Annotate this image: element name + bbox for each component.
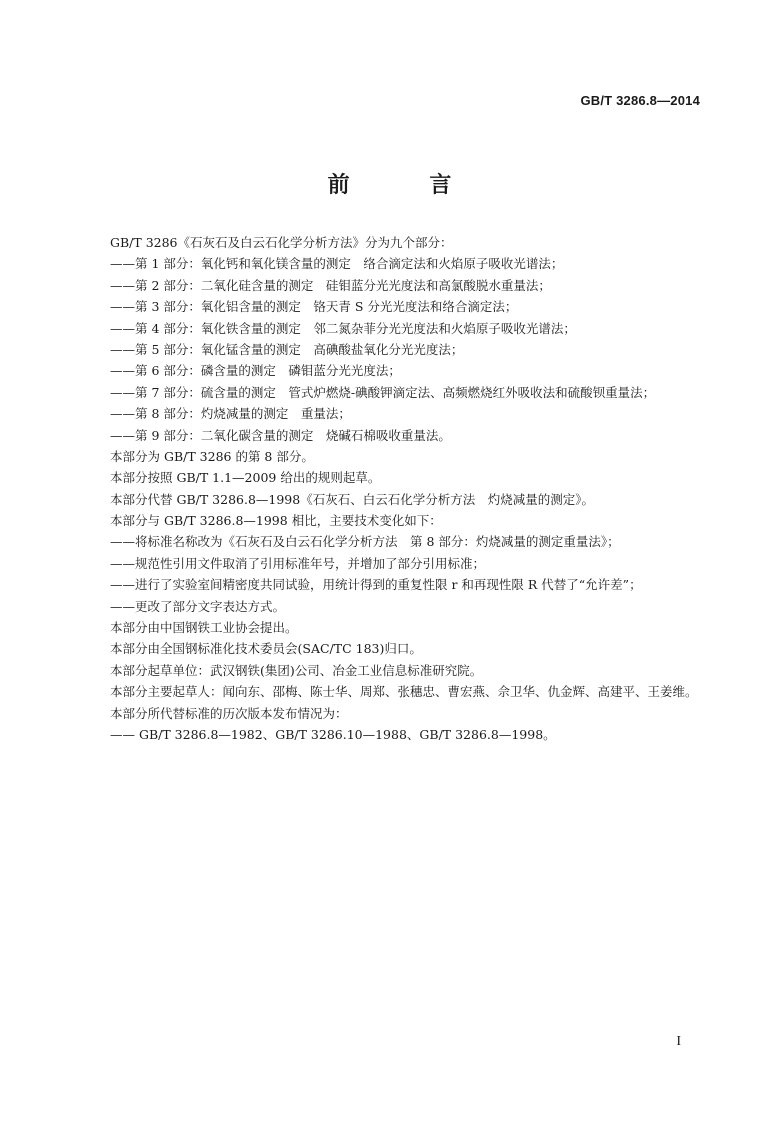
text-line: ——第 7 部分：硫含量的测定 管式炉燃烧-碘酸钾滴定法、高频燃烧红外吸收法和硫酸钡重量法； <box>110 384 656 400</box>
text-line: ——第 5 部分：氧化锰含量的测定 高碘酸盐氧化分光光度法； <box>110 341 464 357</box>
text-line: ——规范性引用文件取消了引用标准年号，并增加了部分引用标准； <box>110 555 486 571</box>
foreword-body <box>110 232 700 745</box>
text-line: ——第 4 部分：氧化铁含量的测定 邻二氮杂菲分光光度法和火焰原子吸收光谱法； <box>110 320 576 336</box>
text-line: GB/T 3286《石灰石及白云石化学分析方法》分为九个部分： <box>110 235 453 250</box>
text-line: ——进行了实验室间精密度共同试验，用统计得到的重复性限 r 和再现性限 R 代替了“允许差”； <box>110 577 642 593</box>
text-line: —— GB/T 3286.8—1982、GB/T 3286.10—1988、GB/T 3286.8—1998。 <box>110 726 556 742</box>
text-line: ——第 1 部分：氧化钙和氧化镁含量的测定 络合滴定法和火焰原子吸收光谱法； <box>110 256 564 272</box>
text-line: 本部分代替 GB/T 3286.8—1998《石灰石、白云石化学分析方法 灼烧减量的测定》。 <box>110 491 594 507</box>
text-line: 本部分由全国钢标准化技术委员会(SAC/TC 183)归口。 <box>110 641 422 657</box>
text-line: ——第 3 部分：氧化铝含量的测定 铬天青 S 分光光度法和络合滴定法； <box>110 299 518 315</box>
page-title: 前 言 <box>327 173 488 198</box>
text-line: ——第 6 部分：磷含量的测定 磷钼蓝分光光度法； <box>110 363 401 379</box>
text-line: 本部分起草单位：武汉钢铁(集团)公司、冶金工业信息标准研究院。 <box>110 662 483 678</box>
text-line: 本部分由中国钢铁工业协会提出。 <box>110 620 298 636</box>
page-number: I <box>676 1034 681 1049</box>
text-line: ——将标准名称改为《石灰石及白云石化学分析方法 第 8 部分：灼烧减量的测定重量法》； <box>110 534 620 550</box>
text-line: ——第 8 部分：灼烧减量的测定 重量法； <box>110 406 351 422</box>
text-line: 本部分所代替标准的历次版本发布情况为： <box>110 705 348 721</box>
standard-number: GB/T 3286.8—2014 <box>580 93 700 108</box>
text-line: ——第 9 部分：二氧化碳含量的测定 烧碱石棉吸收重量法。 <box>110 427 451 443</box>
text-line: 本部分主要起草人：闻向东、邵梅、陈士华、周郑、张穗忠、曹宏燕、佘卫华、仇金辉、高建平、王姜维。 <box>110 684 698 700</box>
text-line: 本部分为 GB/T 3286 的第 8 部分。 <box>110 448 314 464</box>
text-line: 本部分按照 GB/T 1.1—2009 给出的规则起草。 <box>110 470 381 486</box>
text-line: 本部分与 GB/T 3286.8—1998 相比，主要技术变化如下： <box>110 513 442 529</box>
text-line: ——更改了部分文字表达方式。 <box>110 598 286 614</box>
text-line: ——第 2 部分：二氧化硅含量的测定 硅钼蓝分光光度法和高氯酸脱水重量法； <box>110 277 551 293</box>
